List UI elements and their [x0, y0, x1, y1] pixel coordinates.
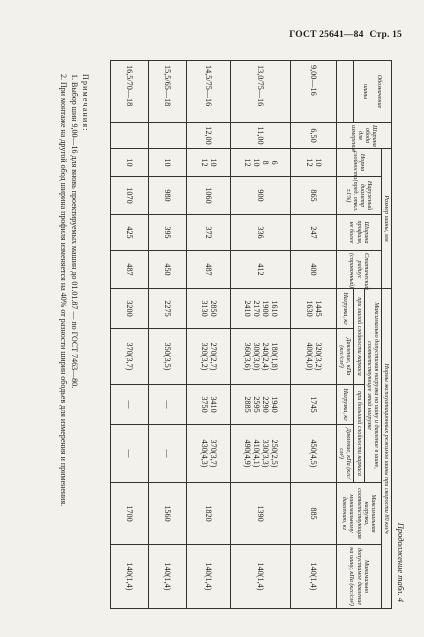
table-row: 16,5/70—18 10 1070 425 487 3200 370(3,7) — — 1700 140(1,4) [111, 61, 149, 609]
table-row: 13,0/75—16 11,00 6 8 10 12 900 336 412 1610 1900 2170 2410 180(1,8) 240(2,4) 300(3,0) 360(3,6) 1940 2290 2595 2885 250(2,5) 330(3,3) 410(4,1) 490(4,9) 1390 140(1,4) [231, 61, 291, 609]
profile-width-header: Ширина профиля, не более [337, 215, 382, 251]
notes-block [58, 60, 90, 608]
notes-title: Примечания: [81, 74, 90, 132]
table-row: 15,5/65—18 10 980 395 450 2275 350(3,5) — — 1560 140(1,4) [149, 61, 187, 609]
page-header [289, 30, 402, 40]
size-group-header: Размер шины, мм [381, 149, 391, 289]
static-radius-header: Статический радиус (справочный) [337, 251, 382, 289]
document-code: ГОСТ 25641—84 [289, 30, 364, 40]
page-number: Стр. 15 [369, 30, 402, 40]
high-load-header: Нагрузка, кг [337, 385, 354, 425]
table-continuation-label: Продолжение табл. 4 [396, 522, 406, 602]
designation-header: Обозначение шины [354, 61, 392, 123]
low-ply-header: при малой слойности каркаса [354, 289, 364, 385]
ply-header: Норма слойности [337, 149, 382, 177]
note-2: 2. При монтаже на другой обод ширина профиля изменяется на 40% от разности ширин ободьев для измерения и применения. [59, 74, 69, 507]
high-pressure-header: Давление, кПа (кгс/см²) [337, 425, 354, 483]
outer-diameter-header: Наружный диаметр (пред. откл. ±1%) [337, 177, 382, 215]
note-1: 1. Выбор шин 9,00—16 для вновь проектируемых машин до 01.01.87 — по ГОСТ 7463—80. [70, 74, 80, 389]
min-pressure-header: Минимально допустимое давление на шину, кПа (кгс/см²) [337, 545, 382, 609]
high-ply-header: при большой слойности каркаса [354, 385, 364, 483]
rotated-content [20, 60, 406, 608]
rim-width-header: Ширина обода для измерения [337, 123, 392, 149]
low-load-header: Нагрузка, кг [337, 289, 354, 329]
max-load-group-header: Максимально допустимая нагрузка на шину и давление в шине, соответствующее этой нагрузке [364, 289, 381, 483]
norms-group-header: Нормы эксплуатационных режимов шины при скорости 80 км/ч [381, 289, 391, 609]
max-load-min-pressure-header: Максимальная нагрузка, соответствующая минимальному давлению, кг [337, 483, 382, 545]
low-pressure-header: Давление, кПа (кгс/см²) [337, 329, 354, 385]
table-row: 14,5/75—16 12,00 10 12 1060 372 487 2850 3130 270(2,7) 320(3,2) 3410 3750 370(3,7) 430(4,3) 1820 140(1,4) [187, 61, 231, 609]
tyre-norms-table [110, 60, 392, 609]
table-row: 9,00—16 6,50 10 12 865 247 400 1445 1630 320(3,2) 400(4,0) 1745 450(4,5) 885 140(1,4) [291, 61, 337, 609]
designation-spacer [337, 61, 354, 123]
